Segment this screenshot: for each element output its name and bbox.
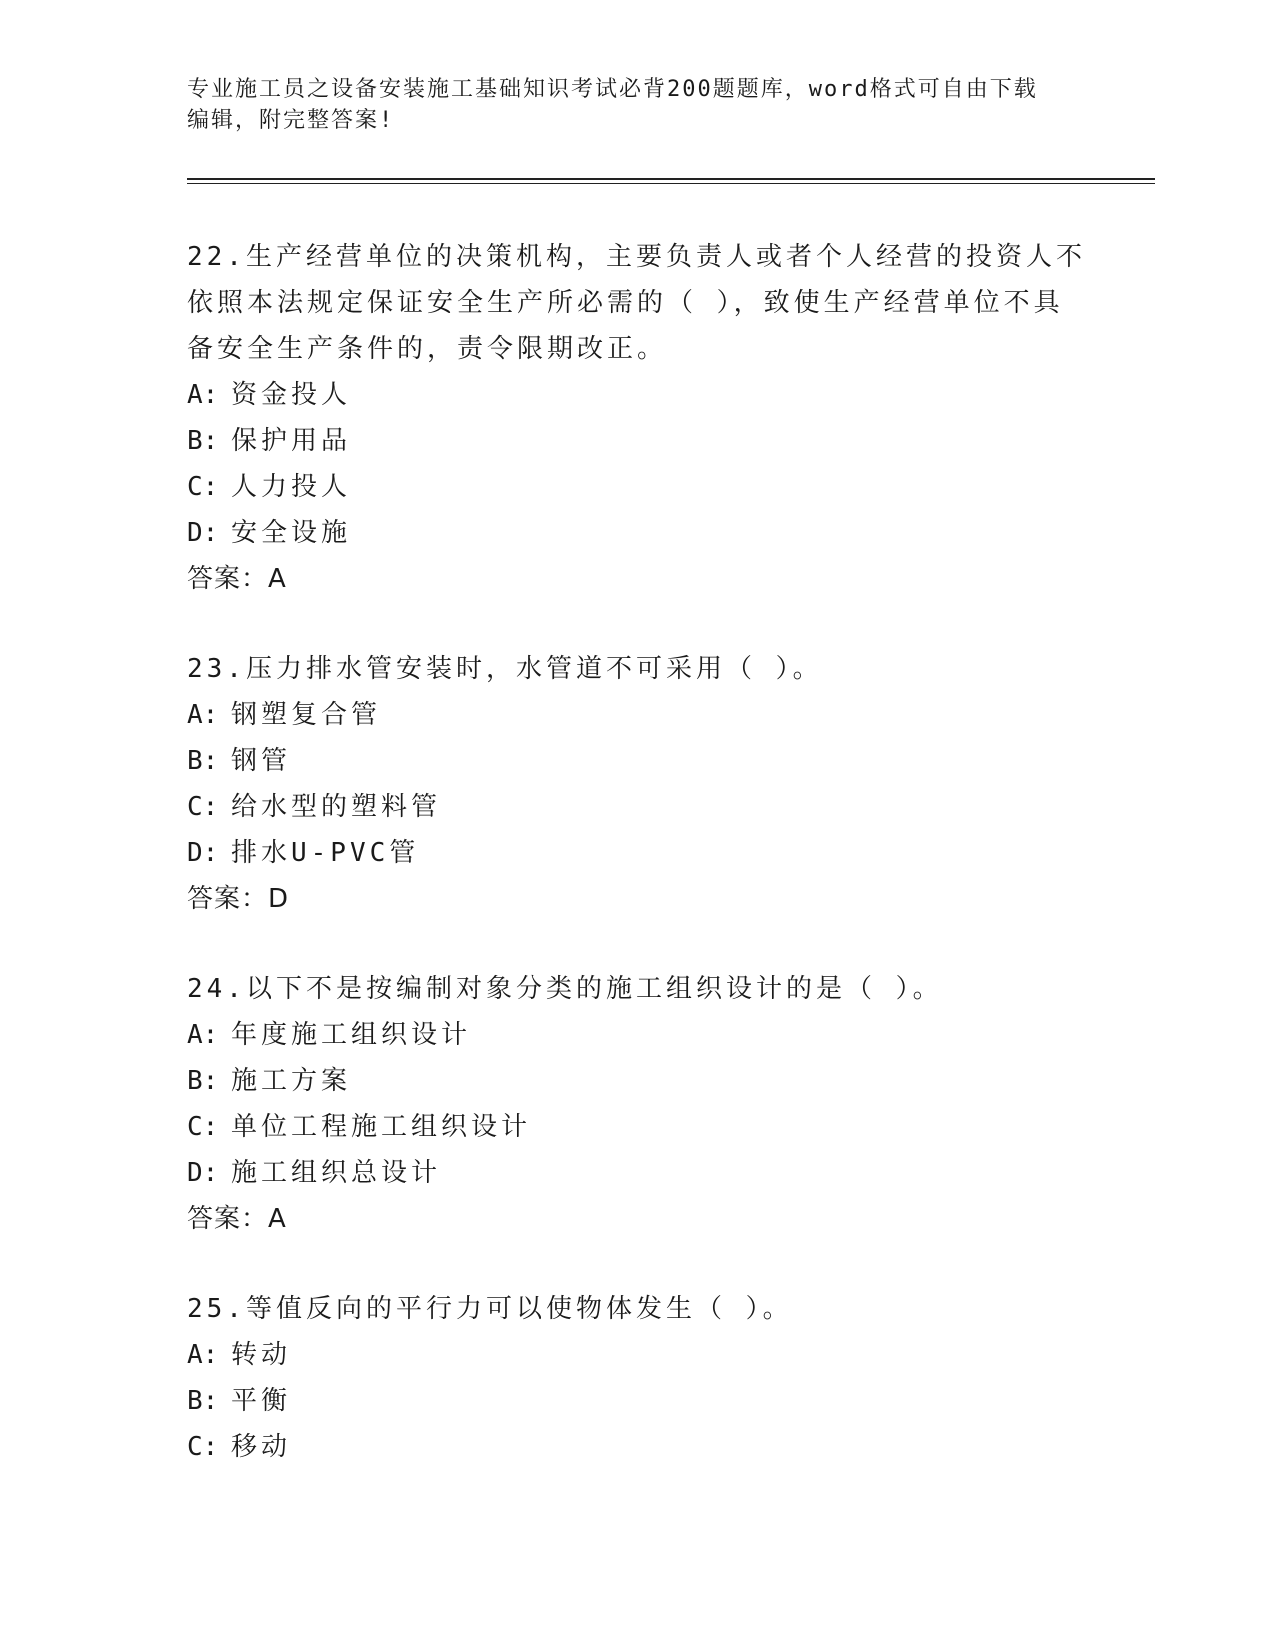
option-text: 平衡 xyxy=(231,1386,292,1416)
option-text: 年度施工组织设计 xyxy=(231,1020,472,1050)
question-24 xyxy=(187,966,1087,1242)
option-key: A: xyxy=(187,1340,219,1370)
option-b xyxy=(187,738,1087,784)
option-text: 资金投人 xyxy=(231,380,352,410)
question-stem: 23.压力排水管安装时，水管道不可采用（ ）。 xyxy=(187,654,823,684)
option-a xyxy=(187,1012,1087,1058)
answer-line: 答案：A xyxy=(187,564,287,594)
option-c xyxy=(187,464,1087,510)
option-key: B: xyxy=(187,426,219,456)
option-d xyxy=(187,830,1087,876)
question-stem: 24.以下不是按编制对象分类的施工组织设计的是（ ）。 xyxy=(187,974,943,1004)
option-c xyxy=(187,1424,1087,1470)
option-c xyxy=(187,1104,1087,1150)
question-22 xyxy=(187,234,1087,602)
option-key: D: xyxy=(187,518,219,548)
option-text: 施工方案 xyxy=(231,1066,352,1096)
option-text: 单位工程施工组织设计 xyxy=(231,1112,532,1142)
option-key: D: xyxy=(187,1158,219,1188)
answer-line: 答案：A xyxy=(187,1204,287,1234)
option-b xyxy=(187,1058,1087,1104)
option-text: 保护用品 xyxy=(231,426,352,456)
question-23 xyxy=(187,646,1087,922)
question-list xyxy=(187,234,1087,1514)
option-a xyxy=(187,372,1087,418)
option-text: 给水型的塑料管 xyxy=(231,792,442,822)
option-c xyxy=(187,784,1087,830)
option-text: 移动 xyxy=(231,1432,292,1462)
document-header xyxy=(187,74,1087,136)
option-b xyxy=(187,1378,1087,1424)
header-divider-thin xyxy=(187,183,1155,184)
option-d xyxy=(187,1150,1087,1196)
option-key: A: xyxy=(187,700,219,730)
option-key: A: xyxy=(187,380,219,410)
question-stem: 25.等值反向的平行力可以使物体发生（ ）。 xyxy=(187,1294,793,1324)
option-text: 排水U-PVC管 xyxy=(231,838,420,868)
option-b xyxy=(187,418,1087,464)
option-text: 转动 xyxy=(231,1340,292,1370)
option-key: D: xyxy=(187,838,219,868)
question-stem: 22.生产经营单位的决策机构，主要负责人或者个人经营的投资人不依照本法规定保证安全生产所必需的（ ），致使生产经营单位不具备安全生产条件的，责令限期改正。 xyxy=(187,242,1086,364)
option-key: C: xyxy=(187,1112,219,1142)
option-key: C: xyxy=(187,1432,219,1462)
header-divider-thick xyxy=(187,178,1155,180)
question-25 xyxy=(187,1286,1087,1470)
option-key: C: xyxy=(187,792,219,822)
option-text: 钢管 xyxy=(231,746,292,776)
option-d xyxy=(187,510,1087,556)
option-key: B: xyxy=(187,1066,219,1096)
option-key: B: xyxy=(187,746,219,776)
option-text: 安全设施 xyxy=(231,518,352,548)
answer-line: 答案：D xyxy=(187,884,290,914)
header-title-line-1: 专业施工员之设备安装施工基础知识考试必背200题题库，word格式可自由下载 xyxy=(187,77,1038,102)
option-key: C: xyxy=(187,472,219,502)
option-key: A: xyxy=(187,1020,219,1050)
option-a xyxy=(187,692,1087,738)
option-text: 人力投人 xyxy=(231,472,352,502)
option-a xyxy=(187,1332,1087,1378)
option-text: 钢塑复合管 xyxy=(231,700,382,730)
option-text: 施工组织总设计 xyxy=(231,1158,442,1188)
option-key: B: xyxy=(187,1386,219,1416)
header-title-line-2: 编辑，附完整答案! xyxy=(187,108,395,133)
